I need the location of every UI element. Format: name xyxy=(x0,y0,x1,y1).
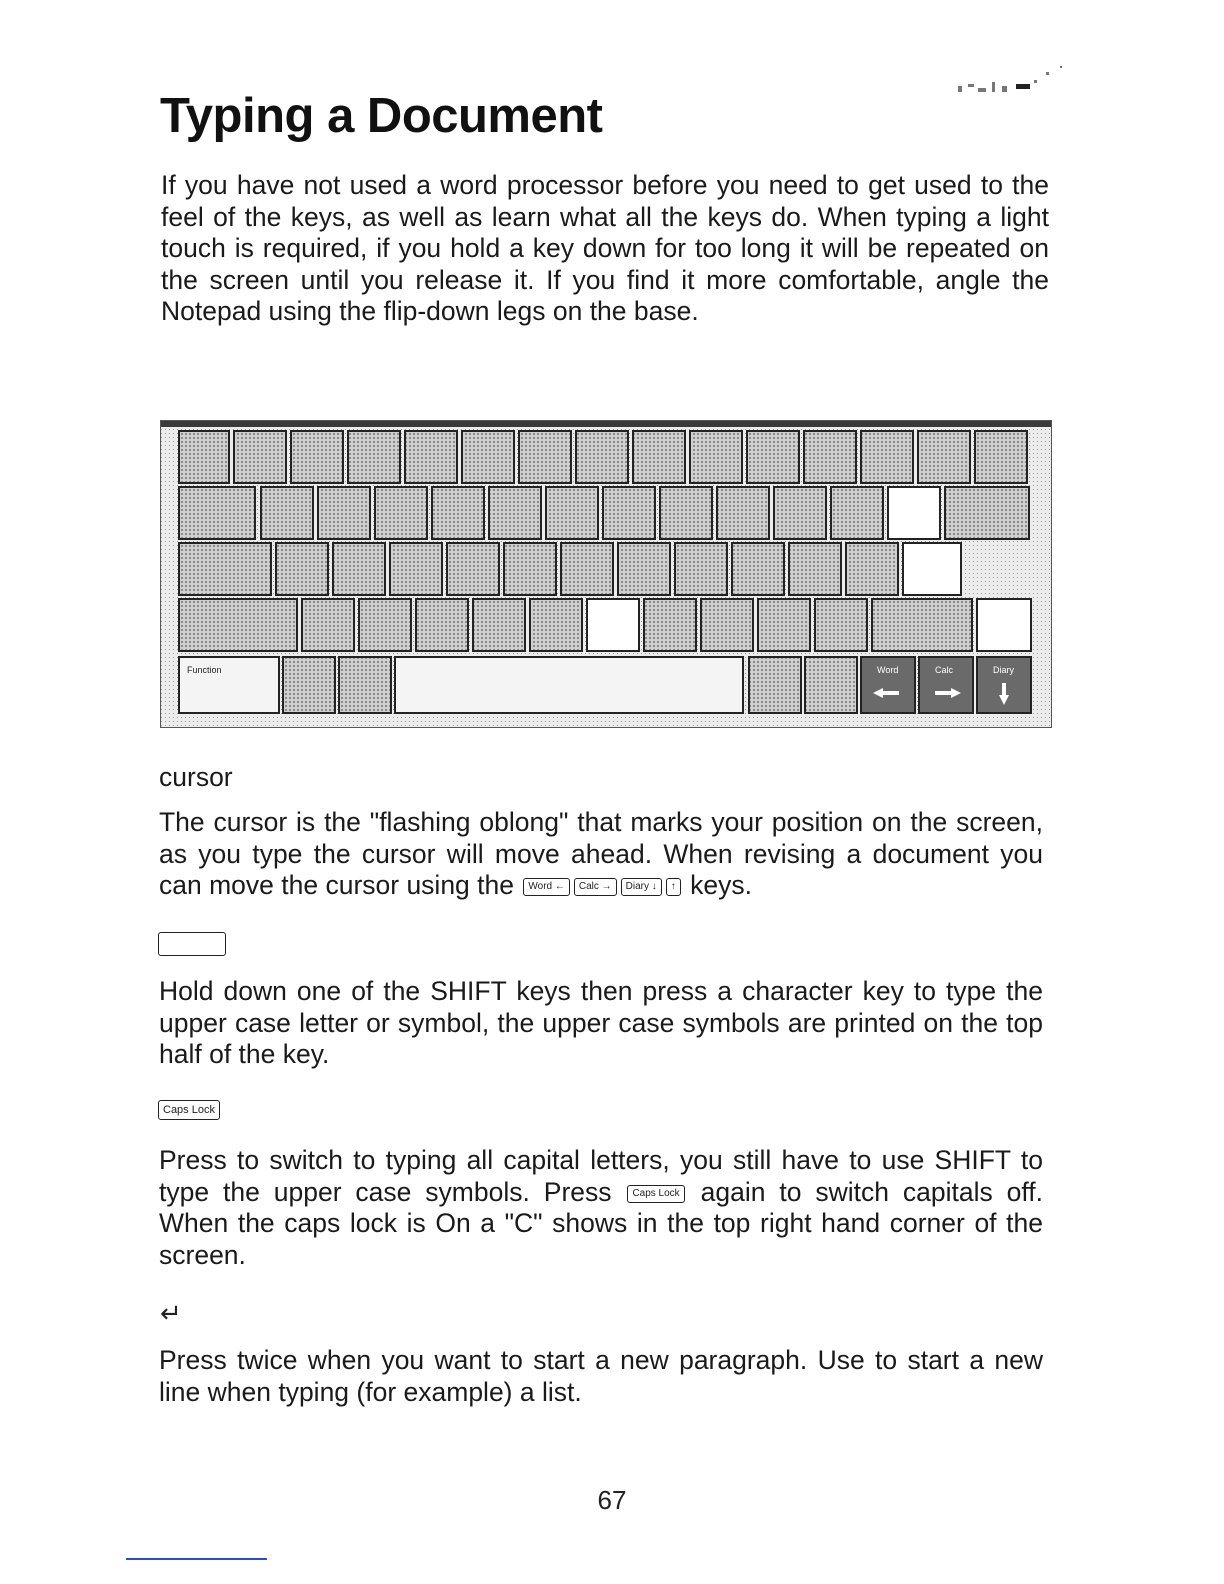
caps-lock-key-icon: Caps Lock xyxy=(158,1100,220,1120)
calc-right-key: Calc → xyxy=(574,878,617,896)
function-key-label: Function xyxy=(187,665,222,675)
cursor-paragraph xyxy=(159,807,1043,902)
diary-key-label: Diary xyxy=(993,665,1015,675)
calc-key-label: Calc xyxy=(935,665,954,675)
word-key-label: Word xyxy=(877,665,899,675)
cursor-text-end: keys. xyxy=(690,870,753,900)
scan-artifact xyxy=(950,62,1090,112)
page-title: Typing a Document xyxy=(160,89,603,143)
word-left-key: Word ← xyxy=(523,878,570,896)
footer-rule xyxy=(126,1558,267,1560)
cursor-heading: cursor xyxy=(159,762,233,792)
keyboard-diagram xyxy=(160,420,1052,728)
shift-key-icon xyxy=(158,932,226,956)
caps-lock-inline-key: Caps Lock xyxy=(627,1185,684,1203)
enter-paragraph: Press twice when you want to start a new paragraph. Use to start a new line when typing (for example) a list. xyxy=(159,1345,1043,1407)
caps-text-end: again to switch capitals off. When the caps lock is On a "C" shows in the top right hand corner of the screen. xyxy=(159,1176,1043,1270)
intro-paragraph: If you have not used a word processor before you need to get used to the feel of the keys, as well as learn what all the keys do. When typing a light touch is required, if you hold a key down for too long it will be repeated on the screen until you release it. If you find it more comfortable, angle the Notepad using the flip-down legs on the base. xyxy=(161,170,1049,326)
key-row-5 xyxy=(179,657,1031,713)
shift-paragraph: Hold down one of the SHIFT keys then press a character key to type the upper case letter or symbol, the upper case symbols are printed on the top half of the key. xyxy=(159,976,1043,1069)
key-row-4 xyxy=(179,599,1031,651)
caps-paragraph xyxy=(159,1145,1043,1271)
enter-key-icon: ↵ xyxy=(160,1298,182,1328)
key-row-1 xyxy=(179,431,1027,483)
diary-down-key: Diary ↓ xyxy=(621,878,662,896)
key-row-2 xyxy=(179,487,1029,539)
cursor-text: The cursor is the "flashing oblong" that marks your position on the screen, as you type the cursor will move ahead. When revising a document you can move the cursor using the xyxy=(159,807,1043,900)
page-number: 67 xyxy=(597,1485,627,1515)
up-key: ↑ xyxy=(666,878,681,896)
caps-text: Press to switch to typing all capital letters, you still have to use SHIFT to type the upper case symbols. Press xyxy=(159,1145,1043,1207)
